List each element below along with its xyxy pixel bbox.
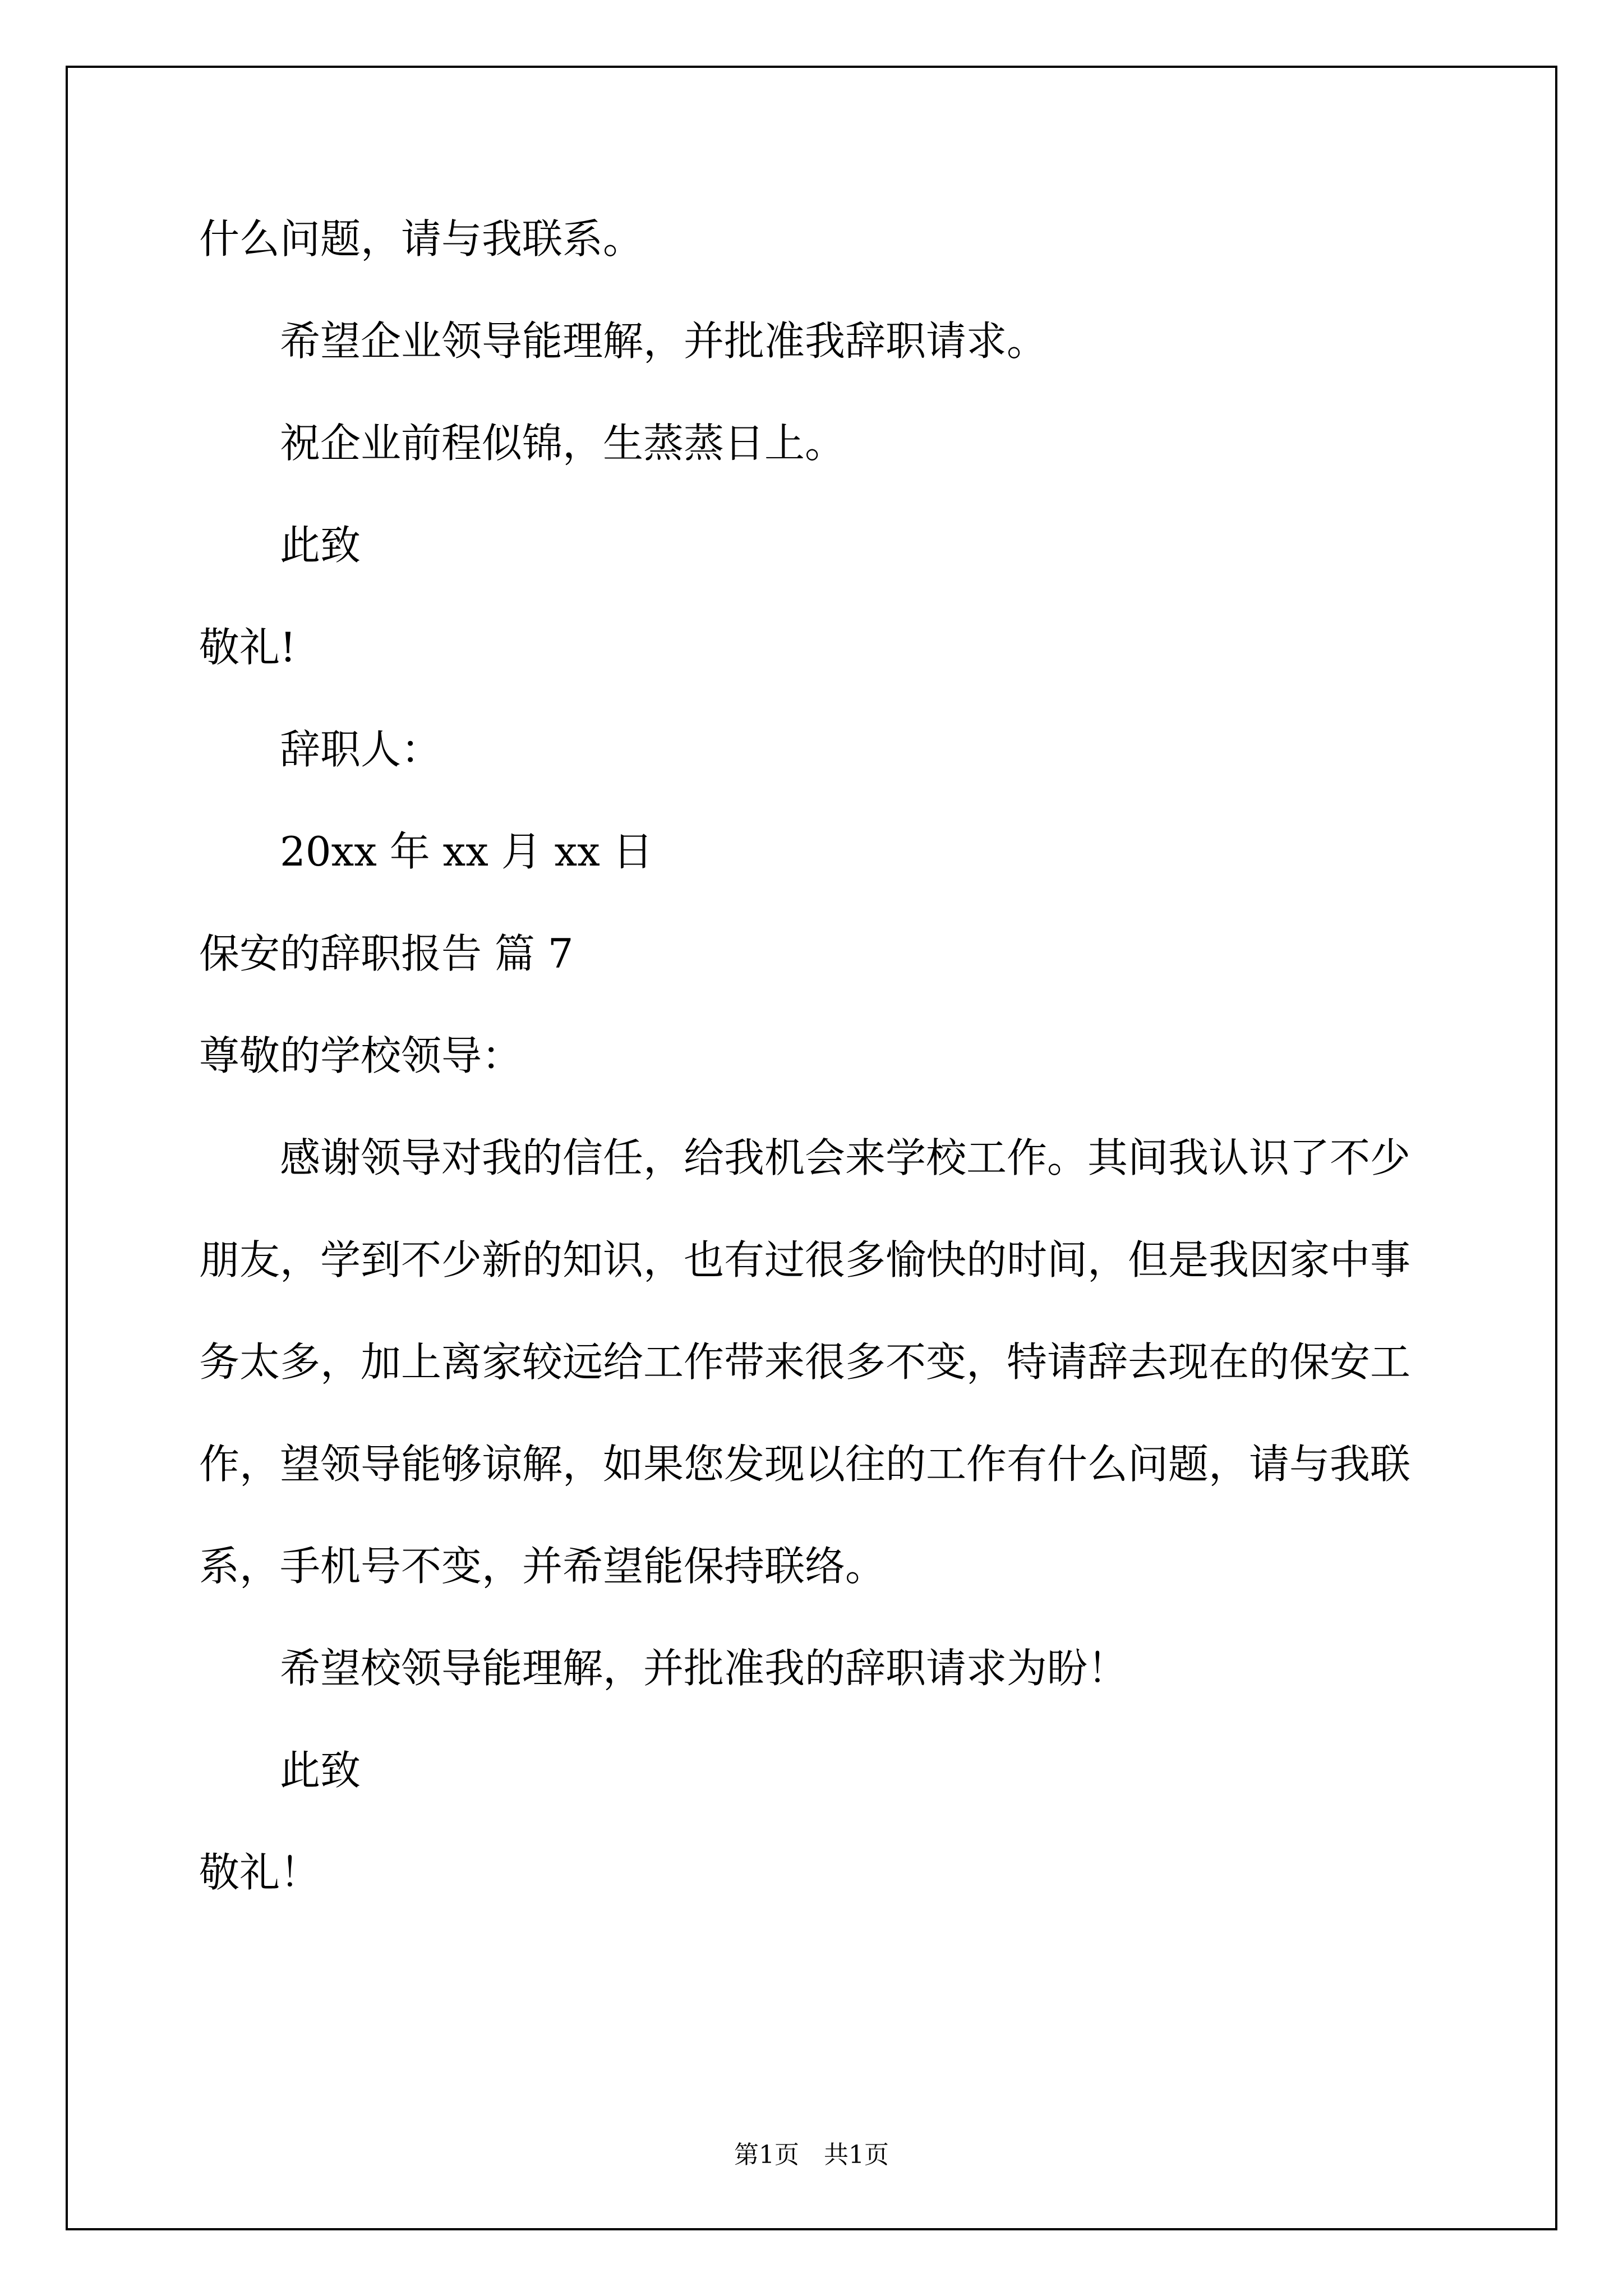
salutation: 敬礼! xyxy=(199,624,296,671)
text-line: 希望校领导能理解，并批准我的辞职请求为盼！ xyxy=(280,1645,1128,1692)
date-line: 20xx 年 xx 月 xx 日 xyxy=(280,828,653,875)
text-line: 系，手机号不变，并希望能保持联络。 xyxy=(199,1543,886,1590)
closing-phrase: 此致 xyxy=(280,522,361,569)
page-footer: 第1页 共1页 xyxy=(734,2141,889,2169)
document-body xyxy=(199,188,1433,1924)
section-heading: 保安的辞职报告 篇 7 xyxy=(199,930,574,977)
closing-phrase: 此致 xyxy=(280,1747,361,1794)
text-line: 希望企业领导能理解，并批准我辞职请求。 xyxy=(280,318,1048,365)
text-line: 祝企业前程似锦，生蒸蒸日上。 xyxy=(280,420,846,467)
text-line: 感谢领导对我的信任，给我机会来学校工作。其间我认识了不少 xyxy=(280,1134,1411,1181)
text-line: 作，望领导能够谅解，如果您发现以往的工作有什么问题，请与我联 xyxy=(199,1441,1411,1488)
text-line: 务太多，加上离家较远给工作带来很多不变，特请辞去现在的保安工 xyxy=(199,1338,1411,1386)
signature-label: 辞职人： xyxy=(280,726,442,773)
text-line: 什么问题，请与我联系。 xyxy=(199,215,644,263)
salutation: 敬礼！ xyxy=(199,1849,321,1896)
text-line: 朋友，学到不少新的知识，也有过很多愉快的时间，但是我因家中事 xyxy=(199,1236,1411,1283)
greeting: 尊敬的学校领导： xyxy=(199,1032,523,1079)
